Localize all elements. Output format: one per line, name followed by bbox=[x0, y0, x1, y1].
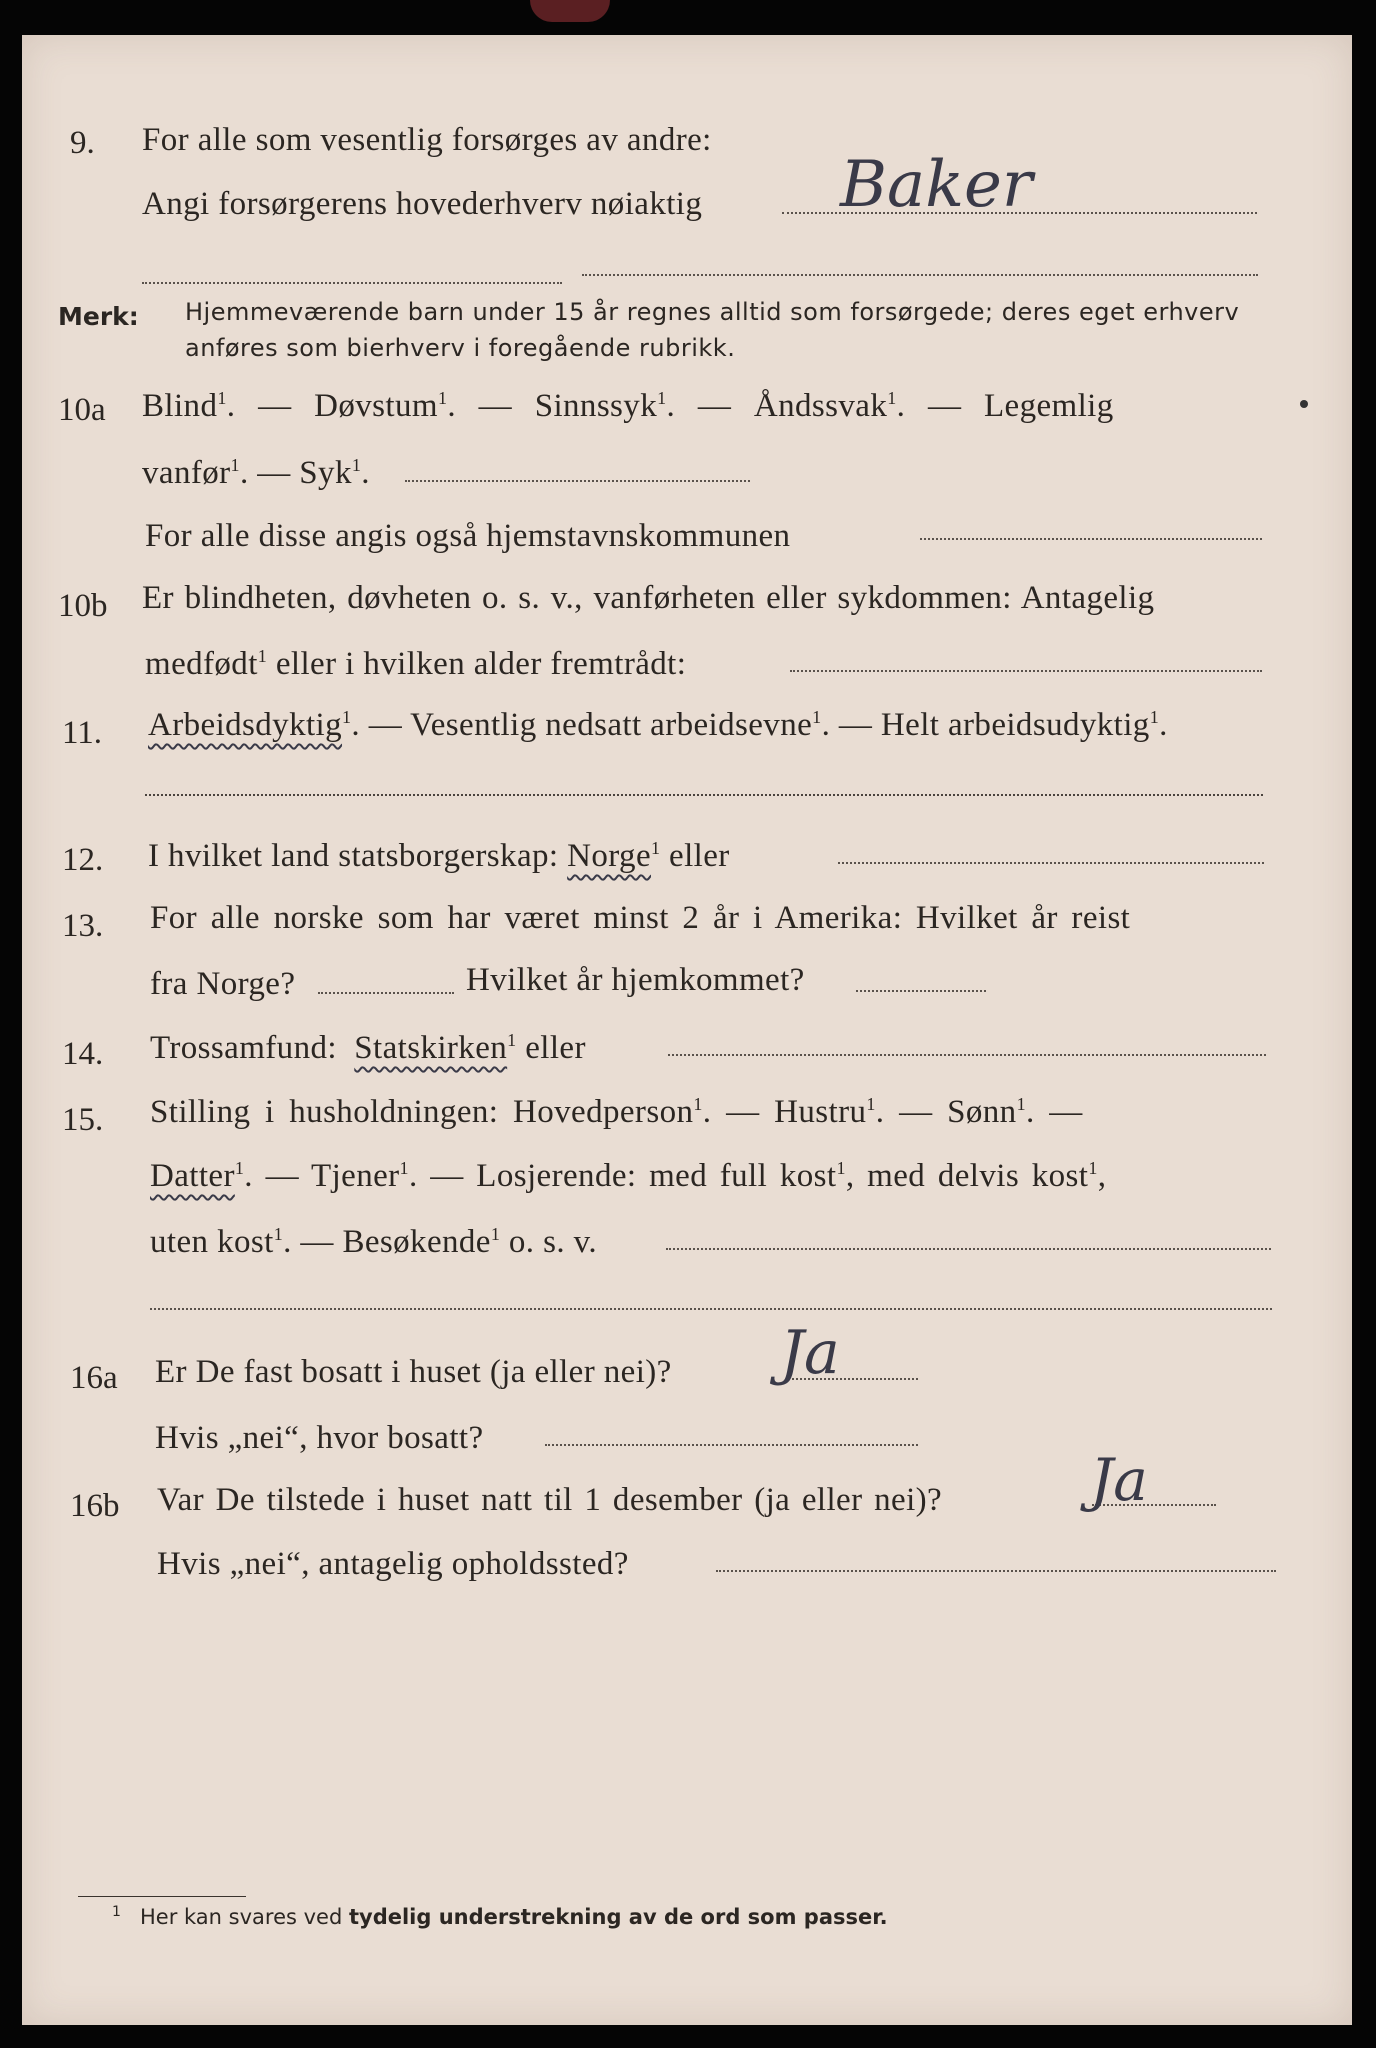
q14-opt1-underlined: Statskirken bbox=[354, 1030, 508, 1066]
q12-opt1-underlined: Norge bbox=[567, 838, 651, 874]
q9-answer: Baker bbox=[840, 148, 1033, 222]
q14-answer-line bbox=[668, 1054, 1266, 1056]
footnote-mark: 1 bbox=[112, 1904, 121, 1920]
q10a-number: 10a bbox=[58, 392, 106, 428]
q10a-line1: Blind$^1$. — Døvstum$^1$. — Sinnssyk$^1$. — Åndssvak$^1$. — Legemlig bbox=[142, 388, 1114, 424]
q13-line1: For alle norske som har været minst 2 år i Amerika: Hvilket år reist bbox=[150, 900, 1131, 936]
q9-line2: Angi forsørgerens hovederhverv nøiaktig bbox=[142, 186, 703, 222]
q10a-sick-line bbox=[405, 480, 750, 482]
q9-extra-line-b bbox=[582, 274, 1258, 276]
q16a-number: 16a bbox=[70, 1360, 118, 1396]
q13-line2a: fra Norge? bbox=[150, 966, 296, 1002]
q16a-line1: Er De fast bosatt i huset (ja eller nei)? bbox=[155, 1354, 672, 1390]
q10b-number: 10b bbox=[58, 588, 108, 624]
q11-opt1-underlined: Arbeidsdyktig bbox=[148, 707, 343, 743]
footnote-rule bbox=[78, 1896, 246, 1897]
q16b-line2: Hvis „nei“, antagelig opholdssted? bbox=[157, 1546, 629, 1582]
q12-line: I hvilket land statsborgerskap: Norge$^1$ eller bbox=[148, 838, 730, 874]
q16b-line1: Var De tilstede i huset natt til 1 desember (ja eller nei)? bbox=[157, 1482, 943, 1518]
q16b-number: 16b bbox=[70, 1488, 120, 1524]
q15-opt-datter-underlined: Datter bbox=[150, 1158, 235, 1194]
q13-year-back-line bbox=[856, 990, 986, 992]
q10a-home-line bbox=[920, 538, 1262, 540]
wax-seal bbox=[530, 0, 610, 22]
q11-line: Arbeidsdyktig$^1$. — Vesentlig nedsatt arbeidsevne$^1$. — Helt arbeidsudyktig$^1$. bbox=[148, 707, 1168, 743]
q9-line1: For alle som vesentlig forsørges av andre: bbox=[142, 122, 712, 158]
margin-dot bbox=[1300, 400, 1308, 408]
q16a-answer: Ja bbox=[780, 1318, 840, 1388]
q10a-line2: vanfør$^1$. — Syk$^1$. bbox=[142, 455, 370, 491]
q16b-where-line bbox=[716, 1570, 1276, 1572]
q12-number: 12. bbox=[62, 842, 104, 878]
q12-answer-line bbox=[838, 862, 1264, 864]
q10b-line2: medfødt$^1$ eller i hvilken alder fremtrådt: bbox=[145, 646, 687, 682]
q15-answer-line bbox=[666, 1248, 1271, 1250]
merk-label: Merk: bbox=[58, 302, 139, 331]
q10b-line1: Er blindheten, døvheten o. s. v., vanførheten eller sykdommen: Antagelig bbox=[142, 580, 1155, 616]
q11-number: 11. bbox=[62, 715, 103, 751]
q13-line2b: Hvilket år hjemkommet? bbox=[466, 962, 805, 998]
q15-line1: Stilling i husholdningen: Hovedperson$^1$. — Hustru$^1$. — Sønn$^1$. — bbox=[150, 1094, 1083, 1130]
footnote-text: Her kan svares ved tydelig understrekning av de ord som passer. bbox=[140, 1905, 888, 1929]
q9-extra-line-a bbox=[142, 282, 562, 284]
q13-year-left-line bbox=[318, 992, 454, 994]
q11-line-separator bbox=[145, 794, 1263, 796]
q15-line3: uten kost$^1$. — Besøkende$^1$ o. s. v. bbox=[150, 1224, 598, 1260]
q14-number: 14. bbox=[62, 1036, 104, 1072]
q16b-answer: Ja bbox=[1090, 1446, 1148, 1514]
merk-line2: anføres som bierhverv i foregående rubrikk. bbox=[185, 334, 736, 362]
merk-line1: Hjemmeværende barn under 15 år regnes alltid som forsørgede; deres eget erhverv bbox=[185, 298, 1240, 326]
q15-line2: Datter$^1$. — Tjener$^1$. — Losjerende: med full kost$^1$, med delvis kost$^1$, bbox=[150, 1158, 1107, 1194]
q16a-line2: Hvis „nei“, hvor bosatt? bbox=[155, 1420, 484, 1456]
q15-extra-line bbox=[150, 1308, 1272, 1310]
q15-number: 15. bbox=[62, 1102, 104, 1138]
q10a-line3: For alle disse angis også hjemstavnskommunen bbox=[145, 518, 791, 554]
q9-number: 9. bbox=[70, 125, 95, 161]
q10b-answer-line bbox=[790, 670, 1262, 672]
q16a-where-line bbox=[545, 1444, 918, 1446]
q13-number: 13. bbox=[62, 908, 104, 944]
q14-line: Trossamfund: Statskirken$^1$ eller bbox=[150, 1030, 586, 1066]
